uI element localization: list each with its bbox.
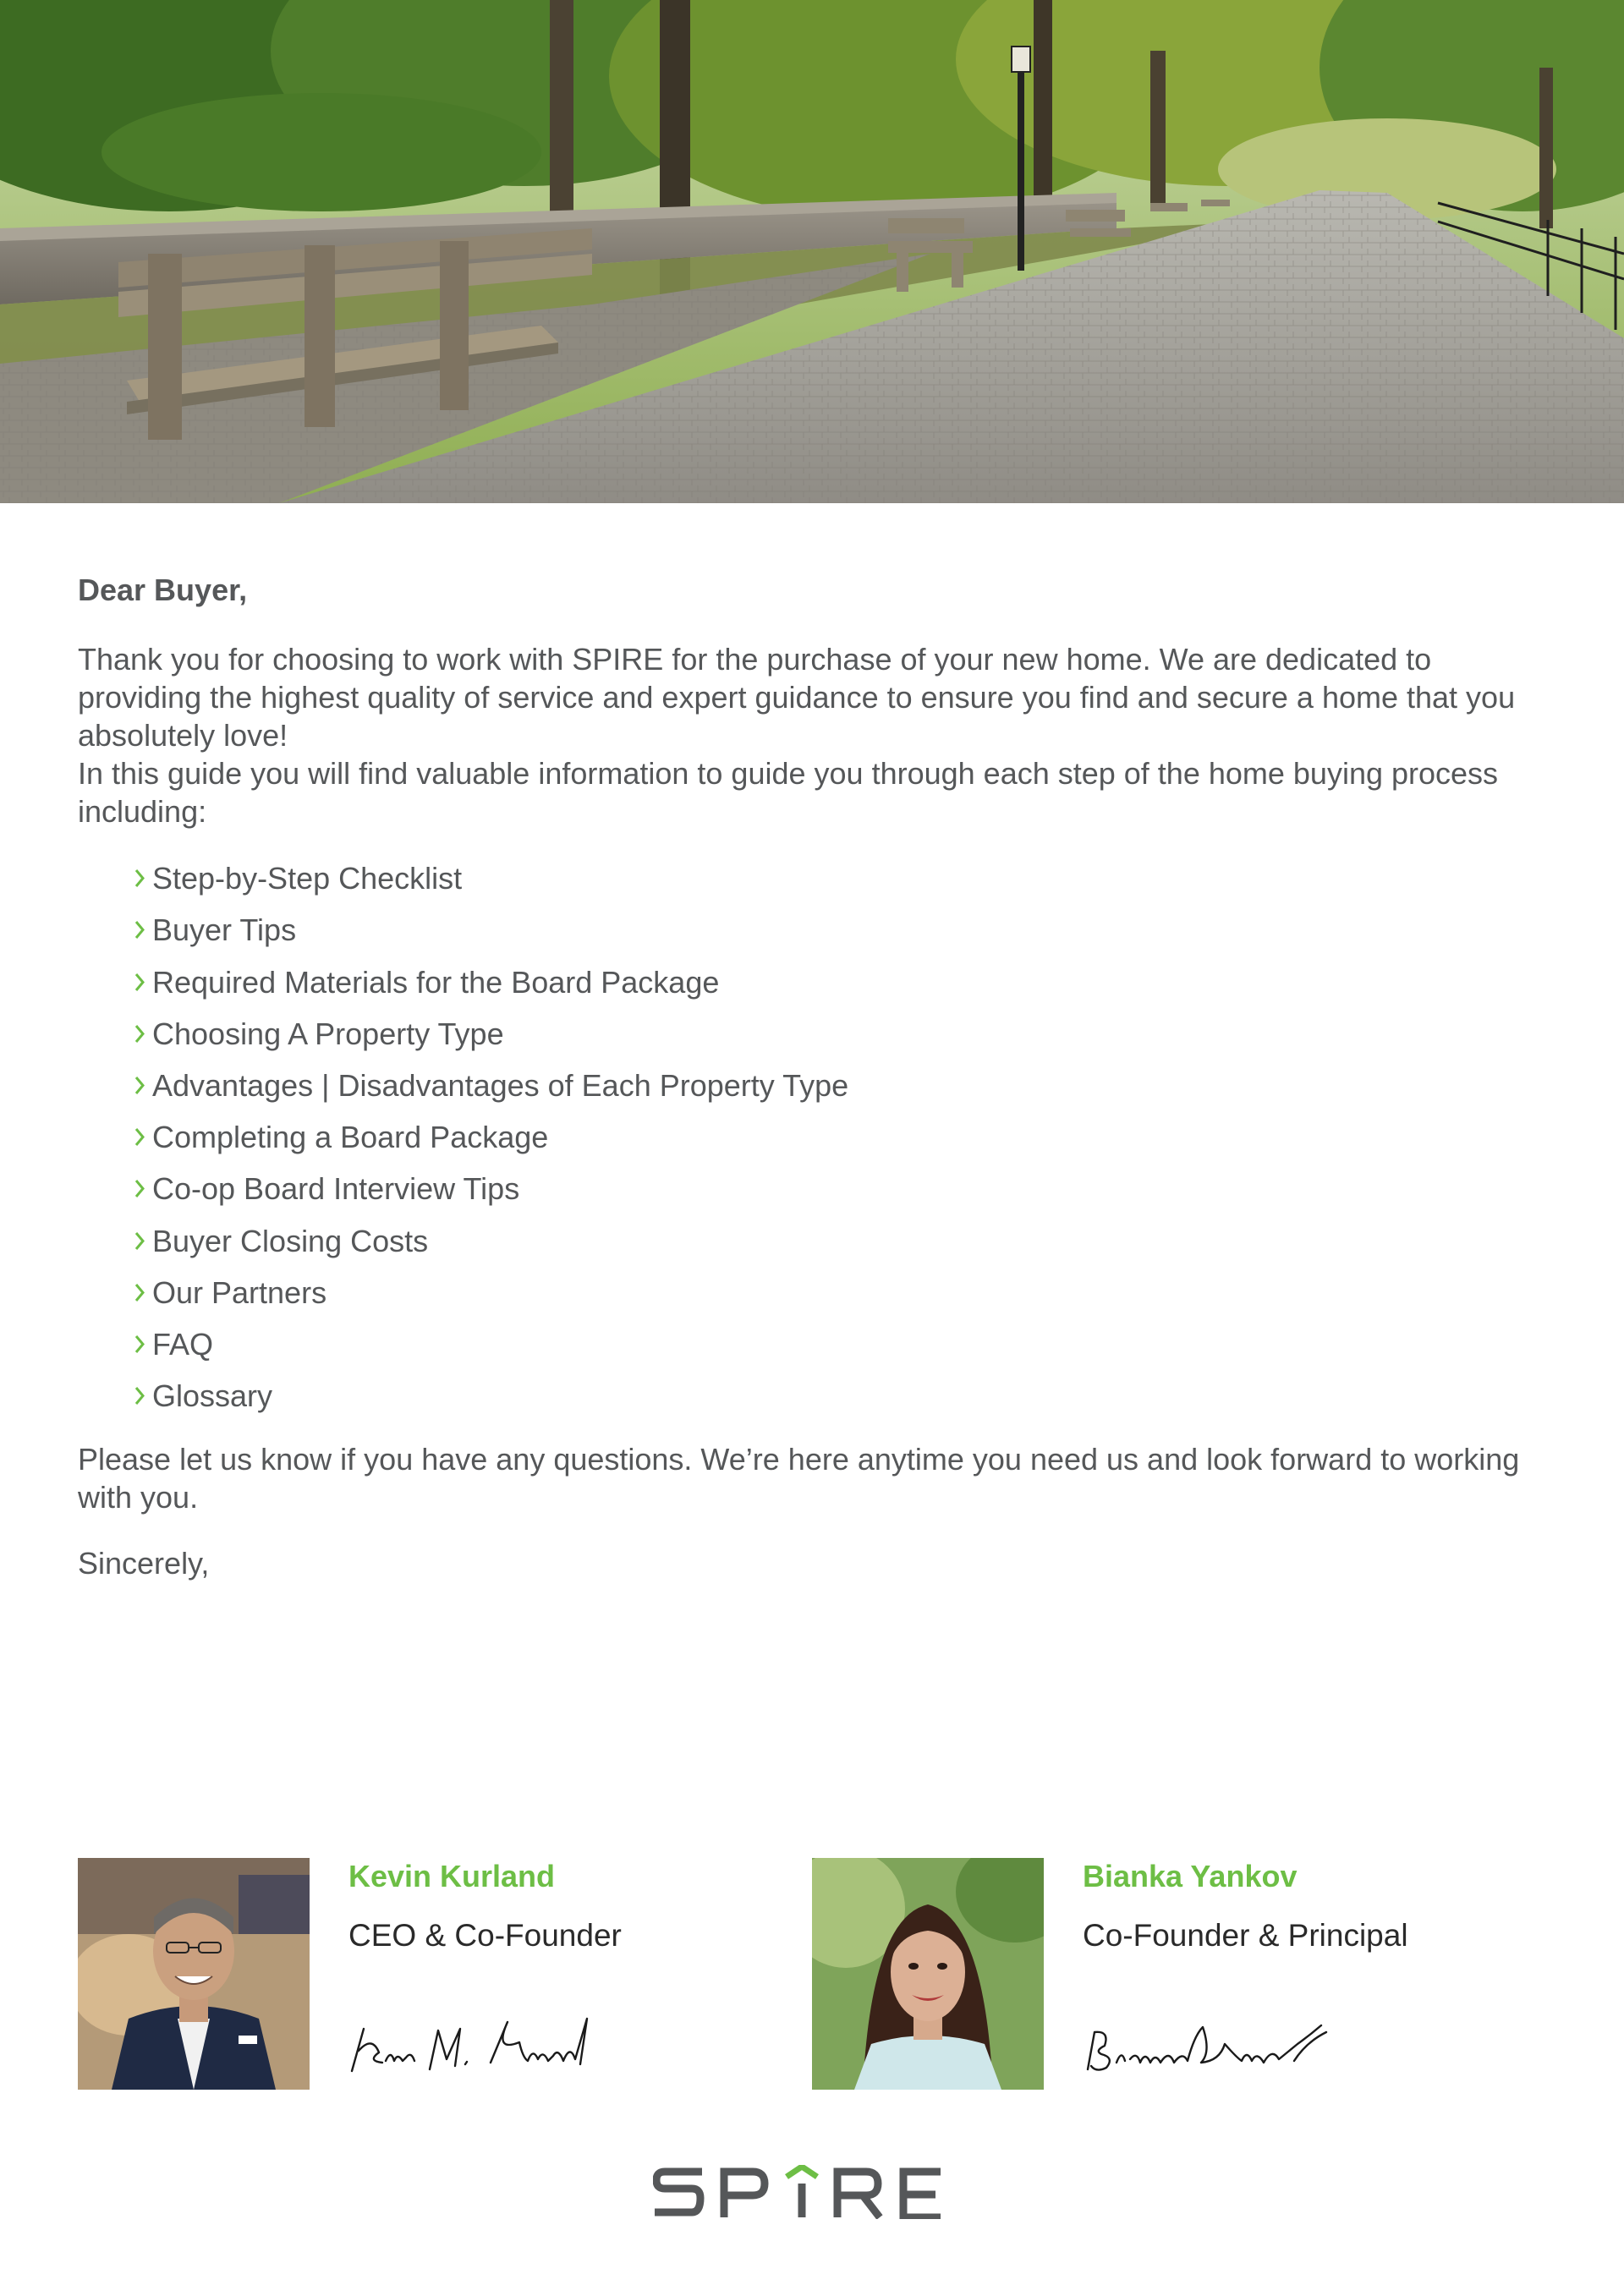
list-item <box>130 1325 1550 1363</box>
avatar <box>78 1858 310 2090</box>
list-item <box>130 1015 1550 1053</box>
hero-photo <box>0 0 1624 503</box>
list-item <box>130 1118 1550 1156</box>
topics-list <box>78 859 1550 1415</box>
signatory-title: Co-Founder & Principal <box>1083 1918 1408 1953</box>
chevron-right-icon <box>130 963 151 1001</box>
list-item <box>130 1066 1550 1104</box>
topic-label: Advantages | Disadvantages of Each Property Type <box>152 1067 849 1103</box>
topic-label: Required Materials for the Board Package <box>152 964 720 1000</box>
list-item <box>130 911 1550 949</box>
letter-body <box>78 572 1550 1582</box>
topic-label: Our Partners <box>152 1274 327 1310</box>
chevron-right-icon <box>130 1222 151 1260</box>
chevron-right-icon <box>130 1325 151 1363</box>
spire-logo-mark <box>653 2165 971 2219</box>
list-item <box>130 1222 1550 1260</box>
topic-label: Completing a Board Package <box>152 1120 549 1155</box>
list-item <box>130 963 1550 1001</box>
topic-label: FAQ <box>152 1326 214 1362</box>
bianka-portrait <box>812 1858 1044 2090</box>
closing-paragraph: Please let us know if you have any questions. We’re here anytime you need us and look forward to working with you. <box>78 1442 1520 1515</box>
list-item <box>130 1274 1550 1312</box>
signatory-name: Kevin Kurland <box>348 1859 556 1893</box>
chevron-right-icon <box>130 1015 151 1053</box>
chevron-right-icon <box>130 859 151 897</box>
topic-label: Buyer Closing Costs <box>152 1223 429 1258</box>
list-item <box>130 1170 1550 1208</box>
salutation: Dear Buyer, <box>78 573 248 607</box>
topic-label: Step-by-Step Checklist <box>152 861 463 896</box>
topic-label: Choosing A Property Type <box>152 1016 504 1051</box>
signature-bianka <box>1076 2010 1338 2078</box>
signature-kevin <box>342 2010 604 2078</box>
chevron-right-icon <box>130 1274 151 1312</box>
list-item <box>130 1377 1550 1415</box>
intro-paragraph: Thank you for choosing to work with SPIRE for the purchase of your new home. We are dedicated to providing the highest quality of service and expert guidance to ensure you find and secure a home that you absolutely love! <box>78 642 1516 753</box>
spire-logo <box>653 2165 971 2219</box>
signatory-name: Bianka Yankov <box>1083 1859 1298 1893</box>
chevron-right-icon <box>130 1170 151 1208</box>
park-path-illustration <box>0 0 1624 503</box>
kevin-portrait <box>78 1858 310 2090</box>
topic-label: Glossary <box>152 1378 273 1414</box>
guide-intro-paragraph: In this guide you will find valuable information to guide you through each step of the home buying process including: <box>78 756 1499 830</box>
signatory-title: CEO & Co-Founder <box>348 1918 622 1953</box>
sign-off: Sincerely, <box>78 1546 210 1581</box>
topic-label: Buyer Tips <box>152 912 297 948</box>
chevron-right-icon <box>130 1118 151 1156</box>
chevron-right-icon <box>130 911 151 949</box>
chevron-right-icon <box>130 1377 151 1415</box>
topic-label: Co-op Board Interview Tips <box>152 1171 520 1207</box>
list-item <box>130 859 1550 897</box>
avatar <box>812 1858 1044 2090</box>
chevron-right-icon <box>130 1066 151 1104</box>
